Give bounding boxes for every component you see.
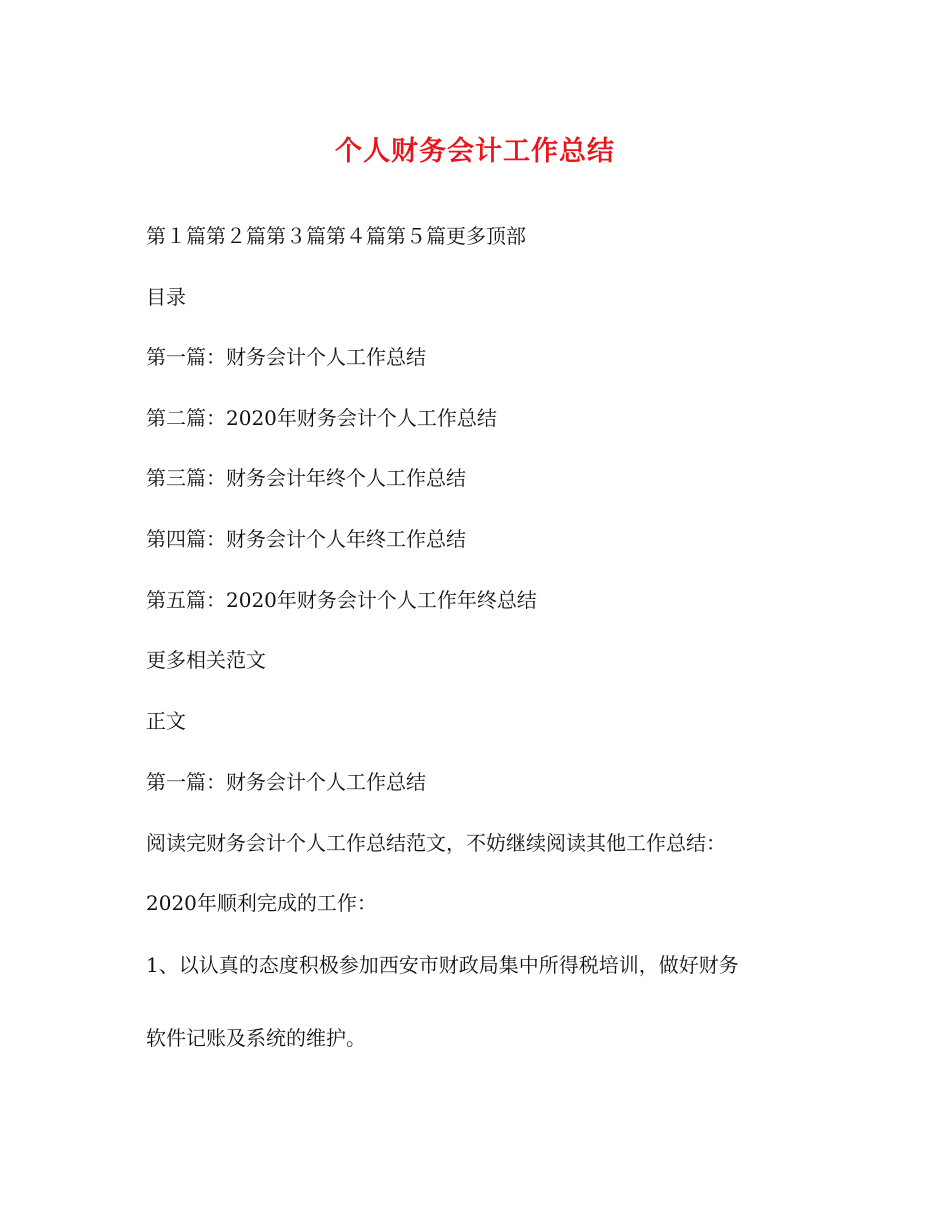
document-title: 个人财务会计工作总结 bbox=[335, 136, 615, 167]
toc-heading: 目录 bbox=[146, 285, 186, 309]
paragraph: 2020年顺利完成的工作： bbox=[146, 891, 377, 915]
section-title: 第一篇：财务会计个人工作总结 bbox=[146, 770, 426, 794]
toc-item: 第二篇：2020年财务会计个人工作总结 bbox=[146, 406, 497, 430]
section-nav-line: 第１篇第２篇第３篇第４篇第５篇更多顶部 bbox=[146, 224, 526, 248]
toc-item: 第五篇：2020年财务会计个人工作年终总结 bbox=[146, 588, 537, 612]
paragraph: 软件记账及系统的维护。 bbox=[146, 1026, 366, 1050]
paragraph: 1、以认真的态度积极参加西安市财政局集中所得税培训，做好财务 bbox=[146, 953, 739, 977]
toc-item: 第三篇：财务会计年终个人工作总结 bbox=[146, 466, 466, 490]
toc-item: 第四篇：财务会计个人年终工作总结 bbox=[146, 527, 466, 551]
paragraph: 阅读完财务会计个人工作总结范文，不妨继续阅读其他工作总结： bbox=[146, 831, 726, 855]
toc-item: 第一篇：财务会计个人工作总结 bbox=[146, 345, 426, 369]
more-related-label: 更多相关范文 bbox=[146, 648, 266, 672]
body-heading: 正文 bbox=[146, 709, 186, 733]
